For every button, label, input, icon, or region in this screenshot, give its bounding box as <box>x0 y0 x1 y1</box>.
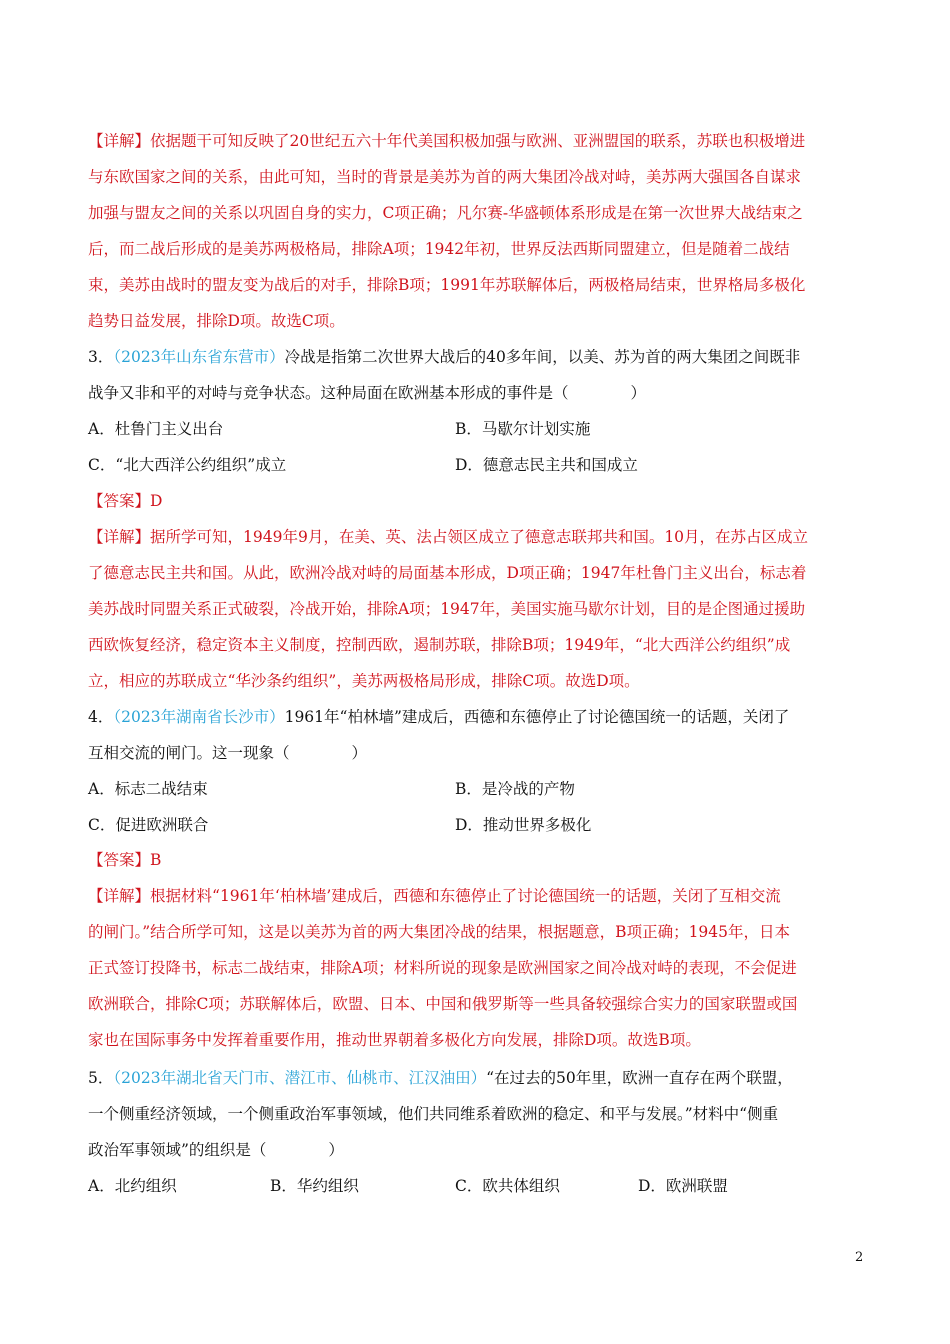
q3-stem-line-1: 3．（2023年山东省东营市）冷战是指第二次世界大战后的40多年间，以美、苏为首的两大集团之间既非 <box>88 348 801 366</box>
q3-stem-line-2: 战争又非和平的对峙与竞争状态。这种局面在欧洲基本形成的事件是（ ） <box>88 384 647 402</box>
q4-option-d: D．推动世界多极化 <box>455 816 592 834</box>
q3-answer <box>88 491 162 511</box>
q2-detail-line-2: 与东欧国家之间的关系，由此可知，当时的背景是美苏为首的两大集团冷战对峙，美苏两大强国各自谋求 <box>88 168 802 186</box>
q2-detail-line-6: 趋势日益发展，排除D项。故选C项。 <box>88 312 345 330</box>
q3-option-b: B．马歇尔计划实施 <box>455 420 591 438</box>
q2-detail-line-4: 后，而二战后形成的是美苏两极格局，排除A项；1942年初，世界反法西斯同盟建立，但是随着二战结 <box>88 240 790 258</box>
q2-detail-line-5: 束，美苏由战时的盟友变为战后的对手，排除B项；1991年苏联解体后，两极格局结束，世界格局多极化 <box>88 276 806 294</box>
q3-detail-label: 【详解】 <box>88 528 151 546</box>
q3-option-d: D．德意志民主共和国成立 <box>455 456 638 474</box>
q3-number: 3． <box>88 348 114 366</box>
page-number: 2 <box>855 1250 864 1265</box>
q3-answer-value: D <box>150 492 163 510</box>
q4-detail-line-1: 【详解】根据材料“1961年‘柏林墙’建成后，西德和东德停止了讨论德国统一的话题，关闭了互相交流 <box>88 887 781 905</box>
q5-stem-line-3: 政治军事领域”的组织是（ ） <box>88 1141 344 1159</box>
q5-stem-line-1: 5．（2023年湖北省天门市、潜江市、仙桃市、江汉油田）“在过去的50年里，欧洲一直存在两个联盟， <box>88 1069 793 1087</box>
q3-detail-line-2: 了德意志民主共和国。从此，欧洲冷战对峙的局面基本形成，D项正确；1947年杜鲁门主义出台，标志着 <box>88 564 807 582</box>
q3-detail-line-4: 西欧恢复经济，稳定资本主义制度，控制西欧，遏制苏联，排除B项；1949年，“北大西洋公约组织”成 <box>88 636 791 654</box>
q2-detail-line-1: 【详解】依据题干可知反映了20世纪五六十年代美国积极加强与欧洲、亚洲盟国的联系，苏联也积极增进 <box>88 132 806 150</box>
q5-option-a: A．北约组织 <box>88 1177 177 1195</box>
q2-detail-label: 【详解】 <box>88 132 151 150</box>
q4-answer <box>88 850 161 870</box>
q4-number: 4． <box>88 708 114 726</box>
q4-detail-label: 【详解】 <box>88 887 151 905</box>
q3-detail-line-5: 立，相应的苏联成立“华沙条约组织”，美苏两极格局形成，排除C项。故选D项。 <box>88 672 640 690</box>
q5-stem-line-2: 一个侧重经济领域，一个侧重政治军事领域，他们共同维系着欧洲的稳定、和平与发展。”材料中“侧重 <box>88 1105 779 1123</box>
q4-detail-line-5: 家也在国际事务中发挥着重要作用，推动世界朝着多极化方向发展，排除D项。故选B项。 <box>88 1031 701 1049</box>
q4-detail-line-3: 正式签订投降书，标志二战结束，排除A项；材料所说的现象是欧洲国家之间冷战对峙的表现，不会促进 <box>88 959 797 977</box>
q2-detail-line-3: 加强与盟友之间的关系以巩固自身的实力，C项正确；凡尔赛-华盛顿体系形成是在第一次世界大战结束之 <box>88 204 803 222</box>
q4-answer-value: B <box>150 851 162 869</box>
q5-source: （2023年湖北省天门市、潜江市、仙桃市、江汉油田） <box>113 1069 487 1087</box>
q4-source: （2023年湖南省长沙市） <box>113 708 285 726</box>
q3-source: （2023年山东省东营市） <box>113 348 285 366</box>
q3-answer-label: 【答案】 <box>88 492 151 510</box>
q4-detail-line-4: 欧洲联合，排除C项；苏联解体后，欧盟、日本、中国和俄罗斯等一些具备较强综合实力的国家联盟或国 <box>88 995 798 1013</box>
q4-option-b: B．是冷战的产物 <box>455 780 575 798</box>
q5-option-d: D．欧洲联盟 <box>638 1177 728 1195</box>
q4-stem-line-2: 互相交流的闸门。这一现象（ ） <box>88 744 368 762</box>
q3-detail-line-1: 【详解】据所学可知，1949年9月，在美、英、法占领区成立了德意志联邦共和国。10月，在苏占区成立 <box>88 528 809 546</box>
q5-number: 5． <box>88 1069 114 1087</box>
q3-detail-line-3: 美苏战时同盟关系正式破裂，冷战开始，排除A项；1947年，美国实施马歇尔计划，目的是企图通过援助 <box>88 600 806 618</box>
q4-option-a: A．标志二战结束 <box>88 780 208 798</box>
q4-answer-label: 【答案】 <box>88 851 151 869</box>
q4-option-c: C．促进欧洲联合 <box>88 816 209 834</box>
q4-stem-line-1: 4．（2023年湖南省长沙市）1961年“柏林墙”建成后，西德和东德停止了讨论德国统一的话题，关闭了 <box>88 708 790 726</box>
q5-option-b: B．华约组织 <box>270 1177 359 1195</box>
q4-detail-line-2: 的闸门。”结合所学可知，这是以美苏为首的两大集团冷战的结果，根据题意，B项正确；1945年，日本 <box>88 923 791 941</box>
q3-option-a: A．杜鲁门主义出台 <box>88 420 224 438</box>
q5-option-c: C．欧共体组织 <box>455 1177 560 1195</box>
q3-option-c: C．“北大西洋公约组织”成立 <box>88 456 287 474</box>
